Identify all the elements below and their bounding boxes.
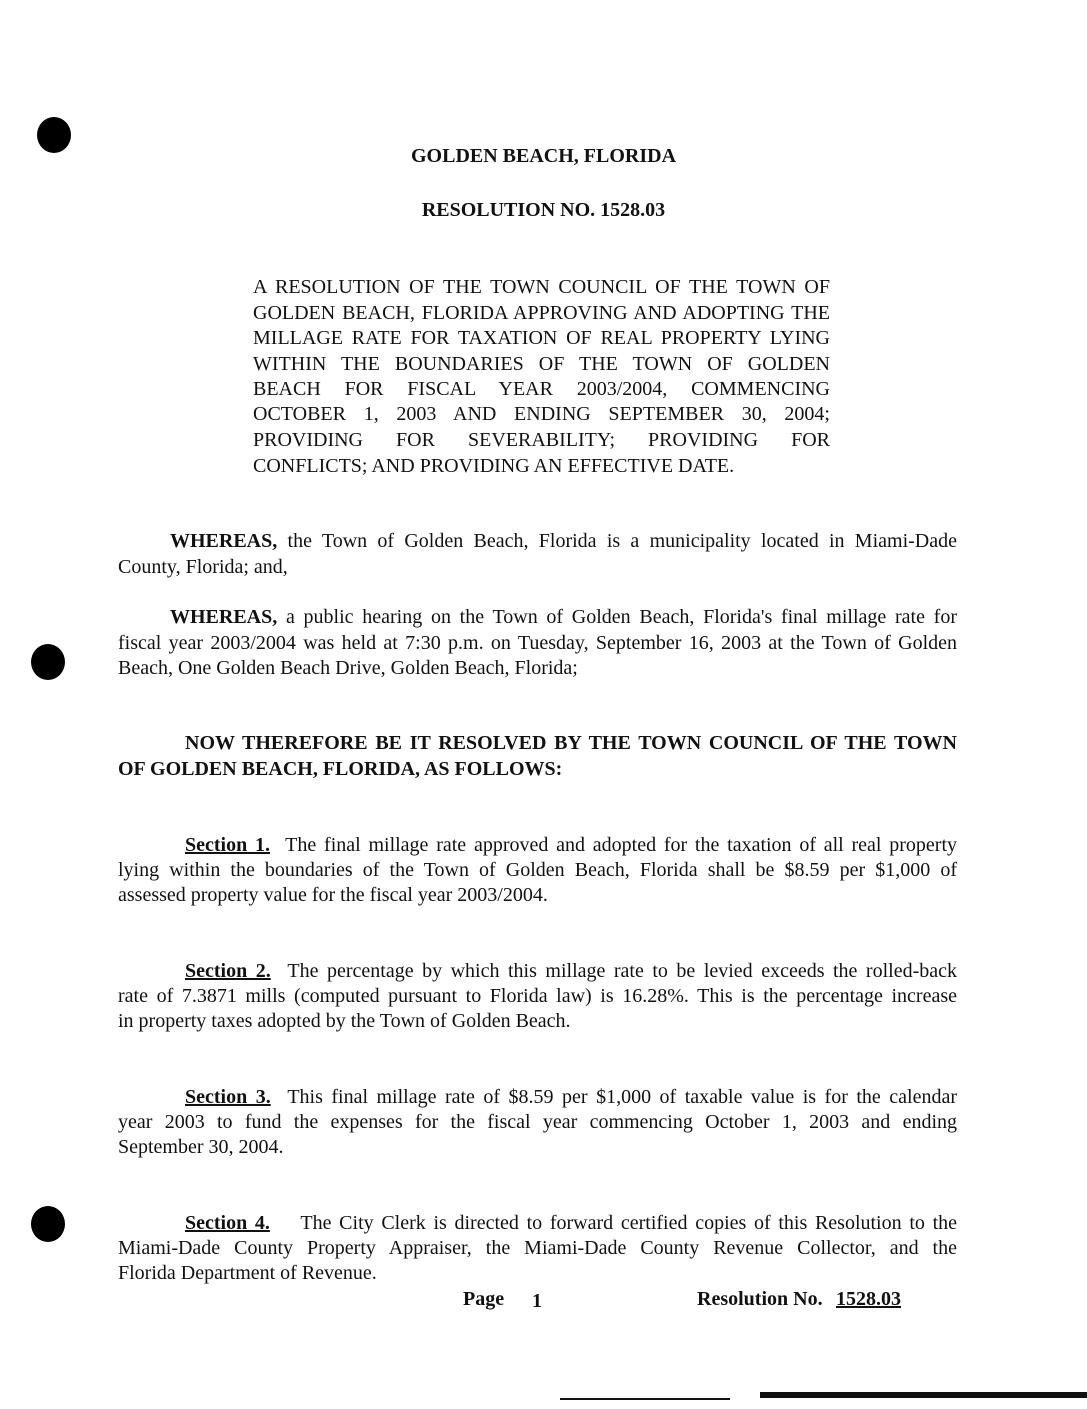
punch-hole [31,1206,65,1242]
section-lead: Section 2. [185,960,271,982]
resolution-label: Resolution No. [697,1288,823,1310]
paragraph-text: This final millage rate of $8.59 per $1,000 of taxable value is for the calendar [287,1086,957,1108]
heading-line: OF GOLDEN BEACH, FLORIDA, AS FOLLOWS: [118,758,563,780]
page-label: Page [463,1288,505,1310]
paragraph-text: rate of 7.3871 mills (computed pursuant to Florida law) is 16.28%. This is the percentage increase [118,985,957,1007]
paragraph-text: Miami-Dade County Property Appraiser, the Miami-Dade County Revenue Collector, and the [118,1237,957,1259]
abstract-line: A RESOLUTION OF THE TOWN COUNCIL OF THE TOWN OF [253,276,830,298]
heading-line: NOW THEREFORE BE IT RESOLVED BY THE TOWN COUNCIL OF THE TOWN [185,732,957,754]
scan-artifact [560,1398,730,1400]
paragraph-text: in property taxes adopted by the Town of Golden Beach. [118,1010,571,1032]
page-number: 1 [532,1290,542,1312]
paragraph-text: a public hearing on the Town of Golden Beach, Florida's final millage rate for [285,606,958,628]
paragraph-text: the Town of Golden Beach, Florida is a municipality located in Miami-Dade [287,530,957,552]
abstract-line: BEACH FOR FISCAL YEAR 2003/2004, COMMENCING [253,378,830,400]
paragraph-text: lying within the boundaries of the Town of Golden Beach, Florida shall be $8.59 per $1,000 of [118,859,957,881]
abstract-line: OCTOBER 1, 2003 AND ENDING SEPTEMBER 30, 2004; [253,403,830,425]
section-lead: Section 3. [185,1086,271,1108]
resolution-title: RESOLUTION NO. 1528.03 [421,199,666,221]
abstract-line: MILLAGE RATE FOR TAXATION OF REAL PROPERTY LYING [253,327,830,349]
paragraph-text: Beach, One Golden Beach Drive, Golden Beach, Florida; [118,657,578,679]
paragraph-text: year 2003 to fund the expenses for the fiscal year commencing October 1, 2003 and ending [118,1111,957,1133]
paragraph-text: fiscal year 2003/2004 was held at 7:30 p.m. on Tuesday, September 16, 2003 at the Town of Golden [118,632,957,654]
paragraph-text: County, Florida; and, [118,556,288,578]
abstract-line: GOLDEN BEACH, FLORIDA APPROVING AND ADOPTING THE [253,302,830,324]
paragraph-text: September 30, 2004. [118,1136,284,1158]
paragraph-text: The percentage by which this millage rate to be levied exceeds the rolled-back [287,960,958,982]
whereas-lead: WHEREAS, [170,606,278,628]
abstract-line: CONFLICTS; AND PROVIDING AN EFFECTIVE DATE. [253,455,735,477]
resolution-number: 1528.03 [836,1288,901,1310]
paragraph-text: Florida Department of Revenue. [118,1262,377,1284]
paragraph-text: The City Clerk is directed to forward certified copies of this Resolution to the [300,1212,958,1234]
abstract-line: PROVIDING FOR SEVERABILITY; PROVIDING FOR [253,429,830,451]
scan-artifact [760,1392,1087,1398]
punch-hole [31,644,65,680]
paragraph-text: assessed property value for the fiscal year 2003/2004. [118,884,548,906]
abstract-line: WITHIN THE BOUNDARIES OF THE TOWN OF GOLDEN [253,353,830,375]
paragraph-text: The final millage rate approved and adopted for the taxation of all real property [285,834,957,856]
section-lead: Section 1. [185,834,270,856]
section-lead: Section 4. [185,1212,270,1234]
town-title: GOLDEN BEACH, FLORIDA [410,145,677,167]
whereas-lead: WHEREAS, [170,530,278,552]
